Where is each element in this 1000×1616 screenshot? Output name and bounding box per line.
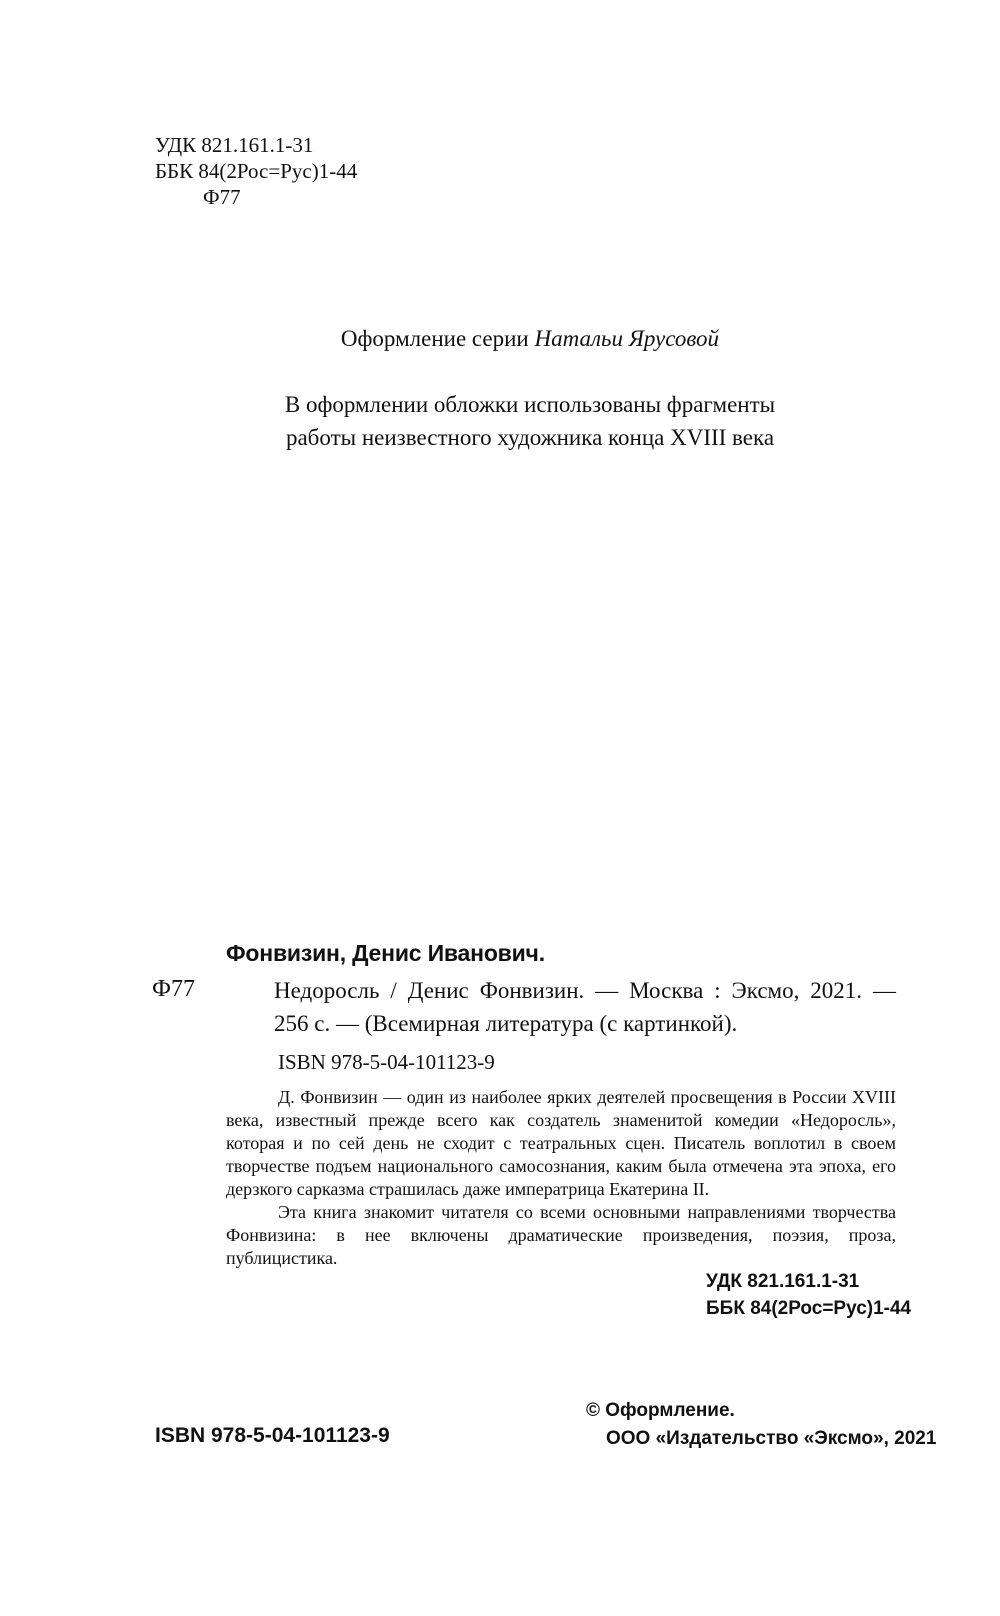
cover-credit [0,388,1000,454]
cover-credit-line-1: В оформлении обложки использованы фрагменты [284,392,776,417]
catalog-description-line-2: 256 с. — (Всемирная литература (с картинкой). [274,1011,738,1036]
bottom-isbn: ISBN 978-5-04-101123-9 [155,1424,390,1447]
footer-classification-codes [706,1268,911,1322]
bbk-code: ББК 84(2Рос=Рус)1-44 [155,159,358,183]
catalog-author: Фонвизин, Денис Иванович. [226,940,545,966]
annotation-paragraph-2: Эта книга знакомит читателя со всеми основными направлениями творчества Фонвизина: в нее включены драматические произведения, поэзия, проза, публицистика. [226,1202,896,1268]
annotation [226,1086,896,1270]
copyright-line-1: © Оформление. [586,1400,735,1421]
copyright-notice [586,1397,936,1453]
catalog-description [274,974,896,1040]
catalog-isbn: ISBN 978-5-04-101123-9 [278,1050,495,1074]
cover-credit-line-2: работы неизвестного художника конца XVIII века [285,425,775,450]
footer-bbk-code: ББК 84(2Рос=Рус)1-44 [706,1298,912,1319]
series-designer-name: Натальи Ярусовой [534,326,720,351]
catalog-description-line-1: Недоросль / Денис Фонвизин. — Москва : Эксмо, 2021. — [274,978,896,1003]
footer-udk-code: УДК 821.161.1-31 [706,1271,860,1292]
udk-code: УДК 821.161.1-31 [155,133,314,157]
header-classification-codes [155,132,357,210]
series-design-credit [0,326,1000,352]
annotation-paragraph-1: Д. Фонвизин — один из наиболее ярких деятелей просвещения в России XVIII века, известный прежде всего как создатель знаменитой комедии «Недоросль», которая и по сей день не сходит с театральных сцен. Писатель воплотил в своем творчестве подъем национального самосознания, каким была отмечена эта эпоха, его дерзкого сарказма страшилась даже императрица Екатерина II. [226,1087,896,1199]
catalog-author-mark: Ф77 [152,976,195,1002]
copyright-line-2: ООО «Издательство «Эксмо», 2021 [606,1428,937,1449]
author-mark: Ф77 [203,185,241,209]
series-design-prefix: Оформление серии [340,326,535,351]
